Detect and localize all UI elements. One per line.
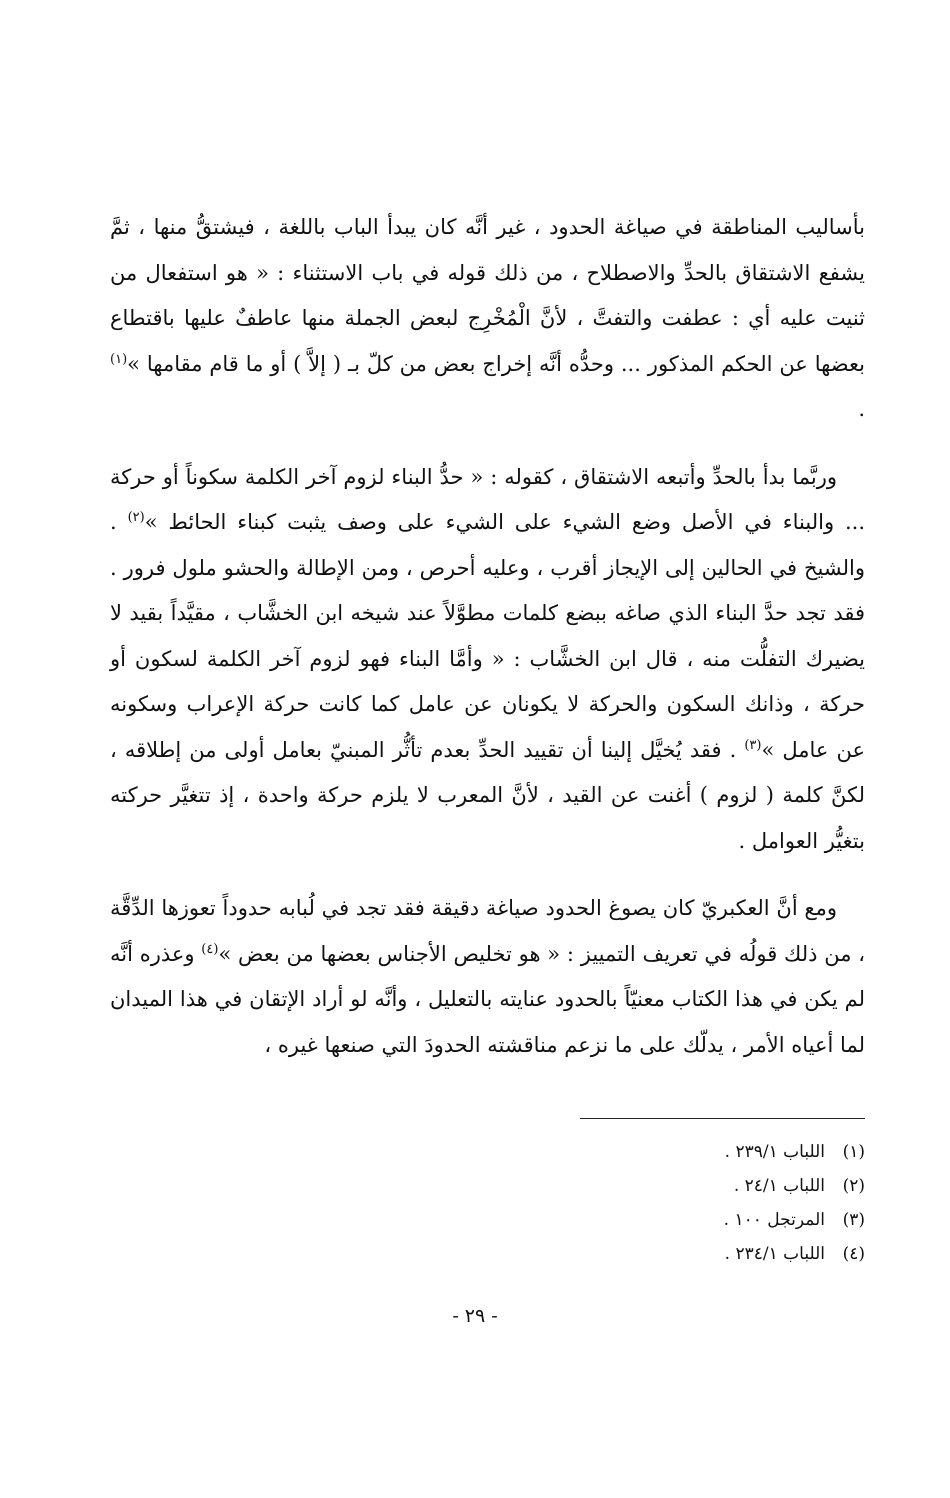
- footnote-1-number: (١): [842, 1142, 865, 1162]
- footnote-2: [365, 1169, 865, 1203]
- paragraph-3: [110, 886, 865, 1068]
- page-number: - ٢٩ -: [452, 1305, 498, 1327]
- paragraph-2-tail: . والشيخ في الحالين إلى الإيجاز أقرب ، وعليه أحرص ، ومن الإطالة والحشو ملول فرور . فقد تجد حدَّ البناء الذي صاغه ببضع كلمات مطوَّلاً عند شيخه ابن الخشَّاب ، مقيَّداً بقيد لا يضيرك التفلُّت منه ، قال ابن الخشَّاب : « وأمَّا البناء فهو لزوم آخر الكلمة لسكون أو حركة ، وذانك السكون والحركة لا يكونان عن عامل كما كانت حركة الإعراب وسكونه عن عامل »: [110, 510, 865, 762]
- footnote-2-number: (٢): [842, 1176, 865, 1196]
- footnote-4-number: (٤): [842, 1244, 865, 1264]
- paragraph-2-text: وربَّما بدأ بالحدِّ وأتبعه الاشتقاق ، كقوله : « حدُّ البناء لزوم آخر الكلمة سكوناً أو حركة ... والبناء في الأصل وضع الشيء على الشيء على وصف يثبت كبناء الحائط »: [110, 464, 865, 534]
- footnote-ref-4: (٤): [201, 941, 219, 957]
- footnote-1: [365, 1135, 865, 1169]
- paragraph-1-tail: .: [858, 397, 865, 421]
- footnote-separator: [580, 1118, 865, 1119]
- footnote-4: [365, 1237, 865, 1271]
- paragraph-2: [110, 455, 865, 865]
- footnote-ref-3: (٣): [744, 737, 762, 753]
- footnote-ref-1: (١): [110, 351, 128, 367]
- paragraph-3-tail: وعذره أنَّه لم يكن في هذا الكتاب معنيّاً بالحدود عنايته بالتعليل ، وأنَّه لو أراد الإتقان في هذا الميدان لما أعياه الأمر ، يدلّك على ما نزعم مناقشته الحدودَ التي صنعها غيره ،: [110, 941, 865, 1057]
- footnote-1-text: اللباب ٢٣٩/١ .: [724, 1142, 825, 1162]
- main-text: [110, 205, 865, 1068]
- footnote-3-text: المرتجل ١٠٠ .: [723, 1210, 825, 1230]
- footnote-ref-2: (٢): [127, 510, 145, 525]
- paragraph-2-tail-2: . فقد يُخيَّل إلينا أن تقييد الحدِّ بعدم تأثُّر المبنيّ بعامل أولى من إطلاقه ، لكنَّ كلمة ( لزوم ) أغنت عن القيد ، لأنَّ المعرب لا يلزم حركة واحدة ، إذ تتغيَّر حركته بتغيُّر العوامل .: [110, 737, 865, 853]
- paragraph-1: [110, 205, 865, 433]
- paragraph-1-text: بأساليب المناطقة في صياغة الحدود ، غير أنَّه كان يبدأ الباب باللغة ، فيشتقُّ منها ، ثمَّ يشفع الاشتقاق بالحدِّ والاصطلاح ، من ذلك قوله في باب الاستثناء : « هو استفعال من ثنيت عليه أي : عطفت والتفتَّ ، لأنَّ الْمُخْرِج لبعض الجملة منها عاطفٌ عليها باقتطاع بعضها عن الحكم المذكور ... وحدُّه أنَّه إخراج بعض من كلّ بـ ( إلاَّ ) أو ما قام مقامها »: [110, 215, 866, 376]
- footnote-2-text: اللباب ٢٤/١ .: [733, 1176, 825, 1196]
- footnotes-list: [365, 1135, 865, 1271]
- footnote-4-text: اللباب ٢٣٤/١ .: [724, 1244, 825, 1264]
- paragraph-3-text: ومع أنَّ العكبريّ كان يصوغ الحدود صياغة دقيقة فقد تجد في لُبابه حدوداً تعوزها الدِّقَّة ، من ذلك قولُه في تعريف التمييز : « هو تخليص الأجناس بعضها من بعض »: [110, 896, 865, 966]
- footnote-3: [365, 1203, 865, 1237]
- footnote-3-number: (٣): [842, 1210, 865, 1230]
